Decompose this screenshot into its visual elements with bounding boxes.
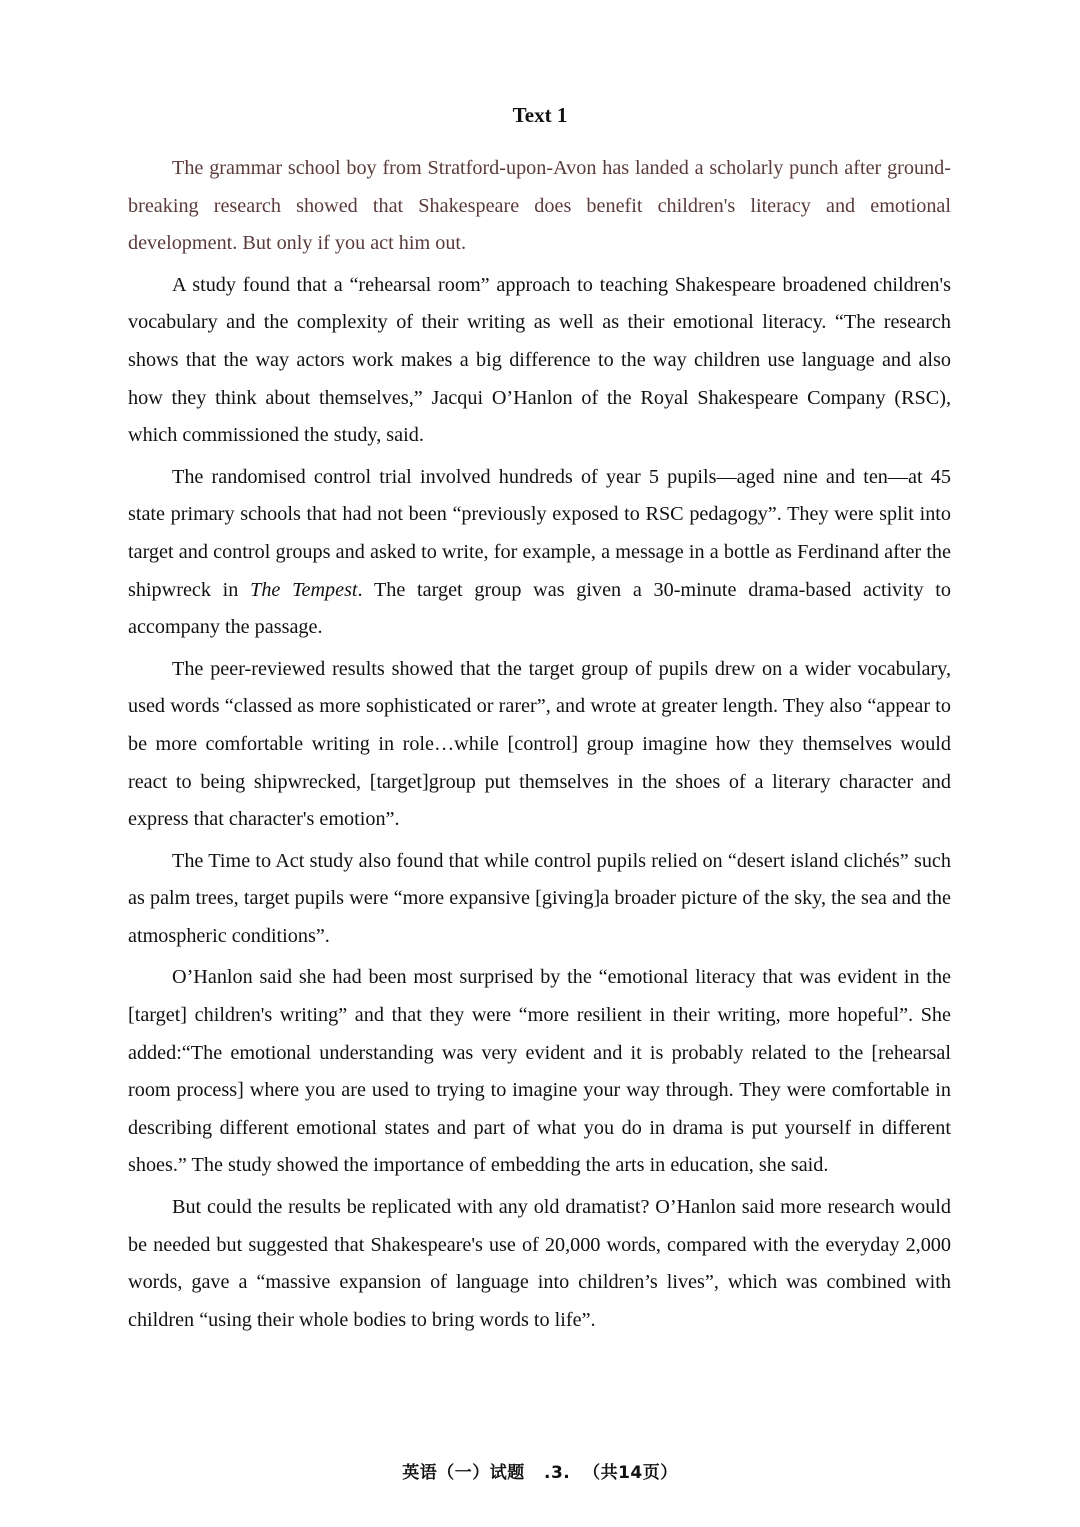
book-title-the-tempest: The Tempest	[250, 578, 358, 601]
paragraph-7-text: But could the results be replicated with any old dramatist? O’Hanlon said more research would be needed but suggested that Shakespeare's use of 20,000 words, compared with the everyday 2,000 words, gave a “massive expansion of language into children’s lives”, which was combined with children “using their whole bodies to bring words to life”.	[128, 1196, 951, 1331]
footer-total-pages: （共14页）	[583, 1463, 678, 1483]
paragraph-2	[128, 267, 951, 455]
paragraph-6	[128, 959, 951, 1185]
footer-page-number: .3.	[544, 1463, 571, 1483]
paragraph-1-text: The grammar school boy from Stratford-upon-Avon has landed a scholarly punch after ground-breaking research showed that Shakespeare does benefit children's literacy and emotional development. But only if you act him out.	[128, 157, 951, 255]
passage-title: Text 1	[512, 103, 568, 127]
paragraph-5-text: The Time to Act study also found that while control pupils relied on “desert island clichés” such as palm trees, target pupils were “more expansive [giving]a broader picture of the sky, the sea and the atmospheric conditions”.	[128, 849, 951, 947]
footer-subject: 英语（一）试题	[402, 1463, 525, 1483]
paragraph-3	[128, 459, 951, 647]
paragraph-4-text: The peer-reviewed results showed that the target group of pupils drew on a wider vocabulary, used words “classed as more sophisticated or rarer”, and wrote at greater length. They also “appear to be more comfortable writing in role…while [control] group imagine how they themselves would react to being shipwrecked, [target]group put themselves in the shoes of a literary character and express that character's emotion”.	[128, 657, 951, 831]
paragraph-1	[128, 150, 951, 263]
paragraph-2-text: A study found that a “rehearsal room” approach to teaching Shakespeare broadened children's vocabulary and the complexity of their writing as well as their emotional literacy. “The research shows that the way actors work makes a big difference to the way children use language and also how they think about themselves,” Jacqui O’Hanlon of the Royal Shakespeare Company (RSC), which commissioned the study, said.	[128, 273, 951, 447]
paragraph-4	[128, 651, 951, 839]
paragraph-3-text-b: . The target group was given a 30-minute drama-based activity to accompany the passage.	[128, 578, 952, 639]
paragraph-5	[128, 843, 951, 956]
paragraph-7	[128, 1189, 951, 1339]
paragraph-6-text: O’Hanlon said she had been most surprised by the “emotional literacy that was evident in the [target] children's writing” and that they were “more resilient in their writing, more hopeful”. She added:“The emotional understanding was very evident and it is probably related to the [rehearsal room process] where you are used to trying to imagine your way through. They were comfortable in describing different emotional states and part of what you do in drama is put yourself in different shoes.” The study showed the importance of embedding the arts in education, she said.	[128, 966, 951, 1177]
passage-body	[128, 150, 951, 1343]
paragraph-3-text-a: The randomised control trial involved hundreds of year 5 pupils—aged nine and ten—at 45 state primary schools that had not been “previously exposed to RSC pedagogy”. They were split into target and control groups and asked to write, for example, a message in a bottle as Ferdinand after the shipwreck in	[128, 465, 951, 601]
page-footer	[0, 1460, 1080, 1486]
